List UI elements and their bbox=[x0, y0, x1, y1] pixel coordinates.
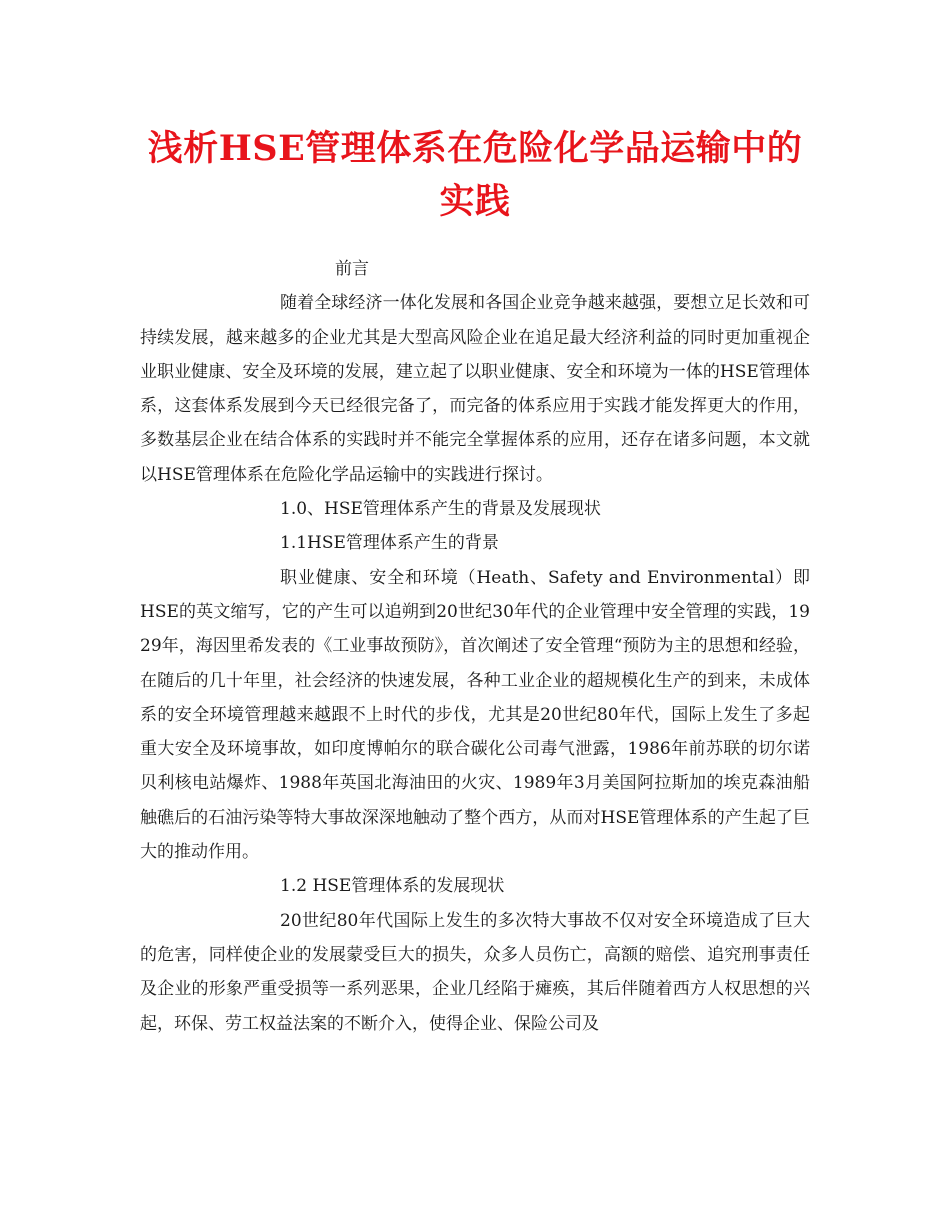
section-heading-1-1: 1.1HSE管理体系产生的背景 bbox=[280, 533, 499, 554]
document-title: 浅析HSE管理体系在危险化学品运输中的实践 bbox=[147, 128, 803, 222]
paragraph-development: 20世纪80年代国际上发生的多次特大事故不仅对安全环境造成了巨大的危害，同样使企业的发展蒙受巨大的损失，众多人员伤亡，高额的赔偿、追究刑事责任及企业的形象严重受损等一系列恶果，企业几经陷于瘫痪，其后伴随着西方人权思想的兴起，环保、劳工权益法案的不断介入，使得企业、保险公司及 bbox=[140, 910, 810, 1034]
paragraph-background: 职业健康、安全和环境（Heath、Safety and Environmental）即HSE的英文缩写，它的产生可以追朔到20世纪30年代的企业管理中安全管理的实践，1929年，海因里希发表的《工业事故预防》，首次阐述了安全管理“预防为主的思想和经验，在随后的几十年里，社会经济的快速发展，各种工业企业的超规模化生产的到来，未成体系的安全环境管理越来越跟不上时代的步伐，尤其是20世纪80年代，国际上发生了多起重大安全及环境事故，如印度博帕尔的联合碳化公司毒气泄露，1986年前苏联的切尔诺贝利核电站爆炸、1988年英国北海油田的火灾、1989年3月美国阿拉斯加的埃克森油船触礁后的石油污染等特大事故深深地触动了整个西方，从而对HSE管理体系的产生起了巨大的推动作用。 bbox=[140, 567, 810, 863]
document-body bbox=[140, 252, 810, 1041]
paragraph-intro: 随着全球经济一体化发展和各国企业竞争越来越强，要想立足长效和可持续发展，越来越多的企业尤其是大型高风险企业在追足最大经济利益的同时更加重视企业职业健康、安全及环境的发展，建立起了以职业健康、安全和环境为一体的HSE管理体系，这套体系发展到今天已经很完备了，而完备的体系应用于实践才能发挥更大的作用，多数基层企业在结合体系的实践时并不能完全掌握体系的应用，还存在诸多问题，本文就以HSE管理体系在危险化学品运输中的实践进行探讨。 bbox=[140, 293, 810, 485]
section-heading-1-0: 1.0、HSE管理体系产生的背景及发展现状 bbox=[280, 499, 601, 520]
preface-label: 前言 bbox=[335, 259, 369, 279]
section-heading-1-2: 1.2 HSE管理体系的发展现状 bbox=[280, 876, 505, 897]
